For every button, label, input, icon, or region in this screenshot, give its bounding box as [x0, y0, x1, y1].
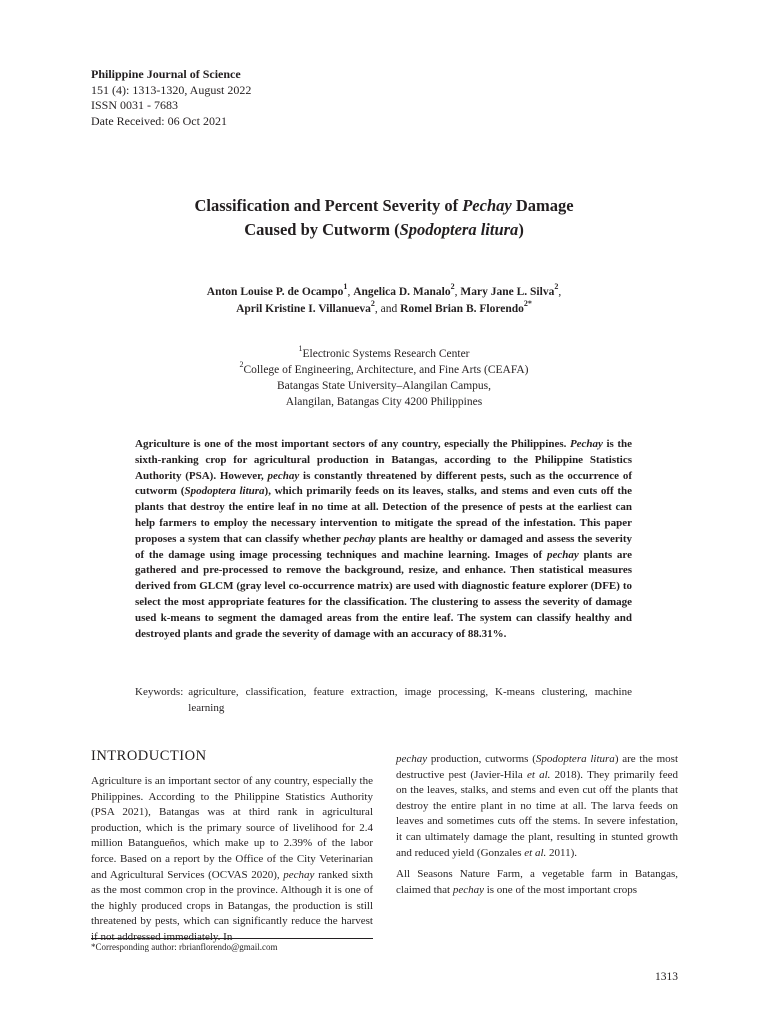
journal-name: Philippine Journal of Science: [91, 67, 241, 81]
journal-issn: ISSN 0031 - 7683: [91, 98, 179, 113]
journal-volume: 151 (4): 1313-1320, August 2022: [91, 82, 252, 97]
section-heading-introduction: INTRODUCTION: [91, 748, 207, 764]
author-name: Angelica D. Manalo: [353, 286, 451, 298]
author-name: April Kristine I. Villanueva: [236, 303, 371, 315]
footnote-divider: [91, 938, 373, 939]
author-line-1: Anton Louise P. de Ocampo$^1$, Angelica D. Manalo$^2$, Mary Jane L. Silva$^2$,: [206, 282, 562, 298]
author-list: [100, 284, 668, 318]
intro-paragraph-1-part-a: Agriculture is an important sector of any country, especially the Philippines. According to the Philippine Statistics Authority (PSA 2021), Batangas was at third rank in agricultural production, which is the primary source of livelihood for 2.4 million Batangueños, which make up to 2.39% of the labor force. Based on a report by the Office of the City Veterinarian and Agricultural Services (OCVAS 2020), pechay ranked sixth as the most common crop in the province. Although it is one of the highly produced crops in Batangas, the production is still threatened by pests, which can significantly reduce the harvest if not addressed immediately. In: [91, 775, 373, 943]
abstract: Agriculture is one of the most important sectors of any country, especially the Philippines. Pechay is the sixth-ranking crop for agricultural production in Batangas, according to the Philippine Statistics Authority (PSA). However, pechay is constantly threatened by different pests, such as the occurrence of cutworm (Spodoptera litura), which primarily feeds on its leaves, stalks, and stems and even cuts off the plants that destroy the entire leaf in no time at all. Detection of the presence of pests at the earliest can help farmers to employ the necessary intervention to mitigate the spread of the infestation. This paper proposes a system that can classify whether pechay plants are healthy or damaged and assess the severity of the damage using image processing techniques and machine learning. Images of pechay plants are gathered and pre-processed to remove the background, resize, and enhance. Then statistical measures derived from GLCM (gray level co-occurrence matrix) are used with diagnostic feature explorer (DFE) to select the most appropriate features for the classification. The clustering to assess the severity of damage used k-means to segment the damaged areas from the entire leaf. The system can classify healthy and destroyed plants and grade the severity of damage with an accuracy of 88.31%.: [135, 438, 633, 640]
author-name: Mary Jane L. Silva: [460, 286, 555, 298]
author-name: Romel Brian B. Florendo: [400, 303, 524, 315]
paper-title: [100, 194, 668, 242]
intro-paragraph-1-part-b: pechay production, cutworms (Spodoptera litura) are the most destructive pest (Javier-Hila et al. 2018). They primarily feed on the leaves, stalks, and stems and even cut off the plants that destroy the entire plant in no time at all. The larva feeds on leaves and sometimes cuts off the stems. In severe infestation, it can ultimately damage the plant, resulting in stunted growth and reduced yield (Gonzales et al. 2011).: [396, 753, 678, 859]
intro-paragraph-2: All Seasons Nature Farm, a vegetable farm in Batangas, claimed that pechay is one of the most important crops: [396, 868, 678, 896]
left-column: [91, 746, 373, 946]
journal-header: [91, 67, 251, 129]
date-received: Date Received: 06 Oct 2021: [91, 113, 227, 128]
page-number: 1313: [655, 971, 678, 983]
keywords-label: Keywords:: [135, 686, 184, 698]
title-line-2: Caused by Cutworm (Spodoptera litura): [244, 220, 524, 239]
title-line-1: Classification and Percent Severity of Pechay Damage: [194, 196, 574, 215]
affiliations: $^1$Electronic Systems Research Center $^2$College of Engineering, Architecture, and Fine Arts (CEAFA) Batangas State University–Alangilan Campus, Alangilan, Batangas City 4200 Philippines: [239, 344, 529, 408]
keywords: [135, 684, 632, 716]
keywords-text: agriculture, classification, feature extraction, image processing, K-means clustering, machine learning: [188, 686, 632, 714]
right-column: [396, 752, 678, 898]
author-line-2: April Kristine I. Villanueva$^2$, and Romel Brian B. Florendo$^{2*}$: [236, 299, 532, 315]
author-name: Anton Louise P. de Ocampo: [206, 286, 344, 298]
corresponding-author-footnote: *Corresponding author: rbrianflorendo@gmail.com: [91, 942, 278, 952]
